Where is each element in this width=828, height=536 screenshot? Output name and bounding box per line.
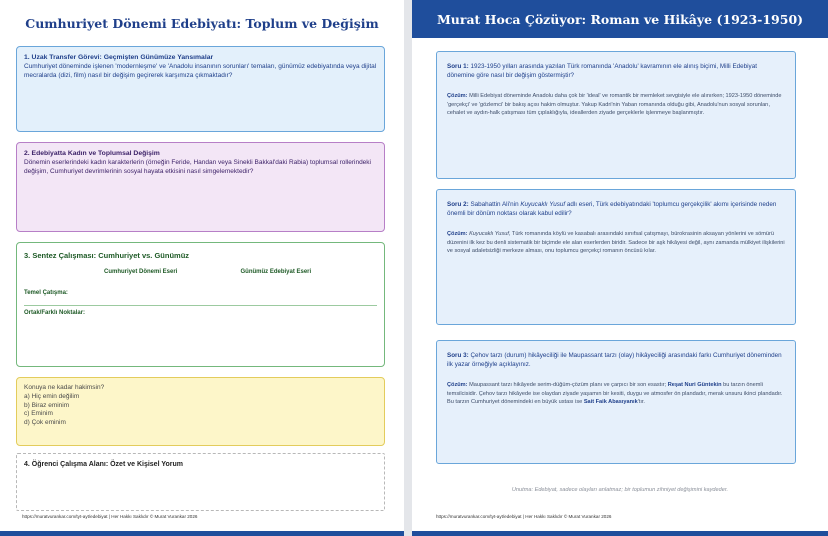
table-row-conflict[interactable] (24, 286, 377, 306)
student-work-area[interactable] (16, 453, 385, 511)
bottom-bar (412, 531, 828, 536)
women-change-heading: 2. Edebiyatta Kadın ve Toplumsal Değişim (24, 150, 160, 157)
reminder-note: Unutma: Edebiyat, sadece olayları anlatmaz; bir toplumun zihniyet değişimini kaydeder. (511, 487, 729, 493)
solutions-title: Murat Hoca Çözüyor: Roman ve Hikâye (1923-1950) (436, 11, 804, 27)
solutions-header (412, 0, 828, 38)
question-box-2 (436, 189, 796, 325)
question-3-text: Soru 3: Çehov tarzı (durum) hikâyeciliği ile Maupassant tarzı (olay) hikâyeciliği arasındaki farkı Cumhuriyet döneminden ilk yazar örneğiyle açıklayınız. (447, 352, 782, 369)
row-label-conflict: Temel Çatışma: (24, 290, 68, 297)
page-title: Cumhuriyet Dönemi Edebiyatı: Toplum ve Değişim (25, 16, 379, 31)
option-c[interactable]: c) Eminim (24, 410, 53, 418)
question-2-label: Soru 2: (447, 201, 469, 208)
self-assessment-question: Konuya ne kadar hakimsin? (24, 384, 105, 391)
transfer-task-box (16, 46, 385, 132)
option-d[interactable]: d) Çok eminim (24, 419, 66, 427)
solutions-page-right (412, 0, 828, 536)
solution-3-label: Çözüm: (447, 382, 468, 389)
women-change-text: Dönemin eserlerindeki kadın karakterlerin (örneğin Feride, Handan veya Sinekli Bakkal'daki Rabia) toplumsal rollerindeki değişim, Cumhuriyet devrimlerinin sosyal hayata etkisini nasıl simgelemektedir? (24, 159, 371, 175)
page-footer: https://muratvurankar.com/tyt-ayt/edebiyat | Her Hakkı Saklıdır © Murat Vurankar 2026 (22, 514, 198, 519)
women-change-box (16, 142, 385, 232)
question-1-text: Soru 1: 1923-1950 yılları arasında yazılan Türk romanında 'Anadolu' kavramının ele alınış biçimi, Milli Edebiyat dönemine göre nasıl bir değişim göstermiştir? (447, 63, 757, 80)
synthesis-column-headers (104, 268, 377, 276)
solution-2-label: Çözüm: (447, 231, 468, 238)
column-header-republic: Cumhuriyet Dönemi Eseri (104, 269, 178, 276)
row-label-common: Ortak/Farklı Noktalar: (24, 310, 86, 317)
solution-1-label: Çözüm: (447, 93, 468, 100)
question-box-1 (436, 51, 796, 179)
question-box-3 (436, 340, 796, 464)
student-work-heading: 4. Öğrenci Çalışma Alanı: Özet ve Kişisel Yorum (24, 461, 183, 468)
question-3-label: Soru 3: (447, 352, 469, 359)
question-1-label: Soru 1: (447, 63, 469, 70)
self-assessment-box (16, 377, 385, 446)
solution-2-text: Çözüm: Kuyucaklı Yusuf, Türk romanında köylü ve kasabalı arasındaki sınıfsal çatışmayı, bürokrasinin aksayan yönlerini ve sömürü düzenini ilk kez bu denli sistematik bir biçimde ele alan eserlerden biridir. Sadece bir aşk hikâyesi değil, aynı zamanda mülkiyet ilişkilerini ve sosyal adaletsizliği merkeze alması, onu toplumcu gerçekçi romanın öncüsü kılar. (447, 231, 785, 255)
solution-3-text: Çözüm: Maupassant tarzı hikâyede serim-düğüm-çözüm planı ve çarpıcı bir son esastır; Reşat Nuri Güntekin bu tarzın önemli temsilcisidir. Çehov tarzı hikâyede ise olaydan ziyade yaşamın bir kesiti, duygu ve atmosfer ön plandadır, merak unsuru ikinci plandadır. Bu tarzın Cumhuriyet dönemindeki en büyük ustası ise Sait Faik Abasıyanık'tır. (447, 382, 783, 406)
column-header-today: Günümüz Edebiyat Eseri (240, 269, 312, 276)
transfer-task-text: Cumhuriyet döneminde işlenen 'modernleşme' ve 'Anadolu insanının sorunları' temaları, günümüz edebiyatında veya dijital mecralarda (dizi, film) nasıl bir değişim geçirerek karşımıza çıkmaktadır? (24, 63, 377, 79)
option-b[interactable]: b) Biraz eminim (24, 401, 70, 409)
worksheet-page-left (0, 0, 404, 536)
table-row-common[interactable] (24, 306, 377, 326)
option-a[interactable]: a) Hiç emin değilim (24, 392, 80, 400)
solution-1-text: Çözüm: Milli Edebiyat döneminde Anadolu daha çok bir 'ideal' ve romantik bir memleket sevgisiyle ele alınırken; 1923-1950 döneminde 'gerçekçi' ve 'gözlemci' bir bakış açısı hakim olmuştur. Yakup Kadri'nin Yaban romanında olduğu gibi, Anadolu'nun sosyal sorunları, cehalet ve aydın-halk çatışması tüm çıplaklığıyla, ideallerden ziyade gerçeklerle işlenmeye başlanmıştır. (447, 93, 782, 117)
synthesis-box (16, 242, 385, 367)
page-footer: https://muratvurankar.com/tyt-ayt/edebiyat | Her Hakkı Saklıdır © Murat Vurankar 2026 (436, 514, 612, 519)
transfer-task-heading: 1. Uzak Transfer Görevi: Geçmişten Günümüze Yansımalar (24, 54, 214, 61)
synthesis-heading: 3. Sentez Çalışması: Cumhuriyet vs. Günümüz (24, 251, 190, 260)
question-2-text: Soru 2: Sabahattin Ali'nin Kuyucaklı Yusuf adlı eseri, Türk edebiyatındaki 'toplumcu gerçekçilik' akımı içerisinde neden önemli bir dönüm noktası olarak kabul edilir? (447, 201, 777, 218)
bottom-bar (0, 531, 404, 536)
